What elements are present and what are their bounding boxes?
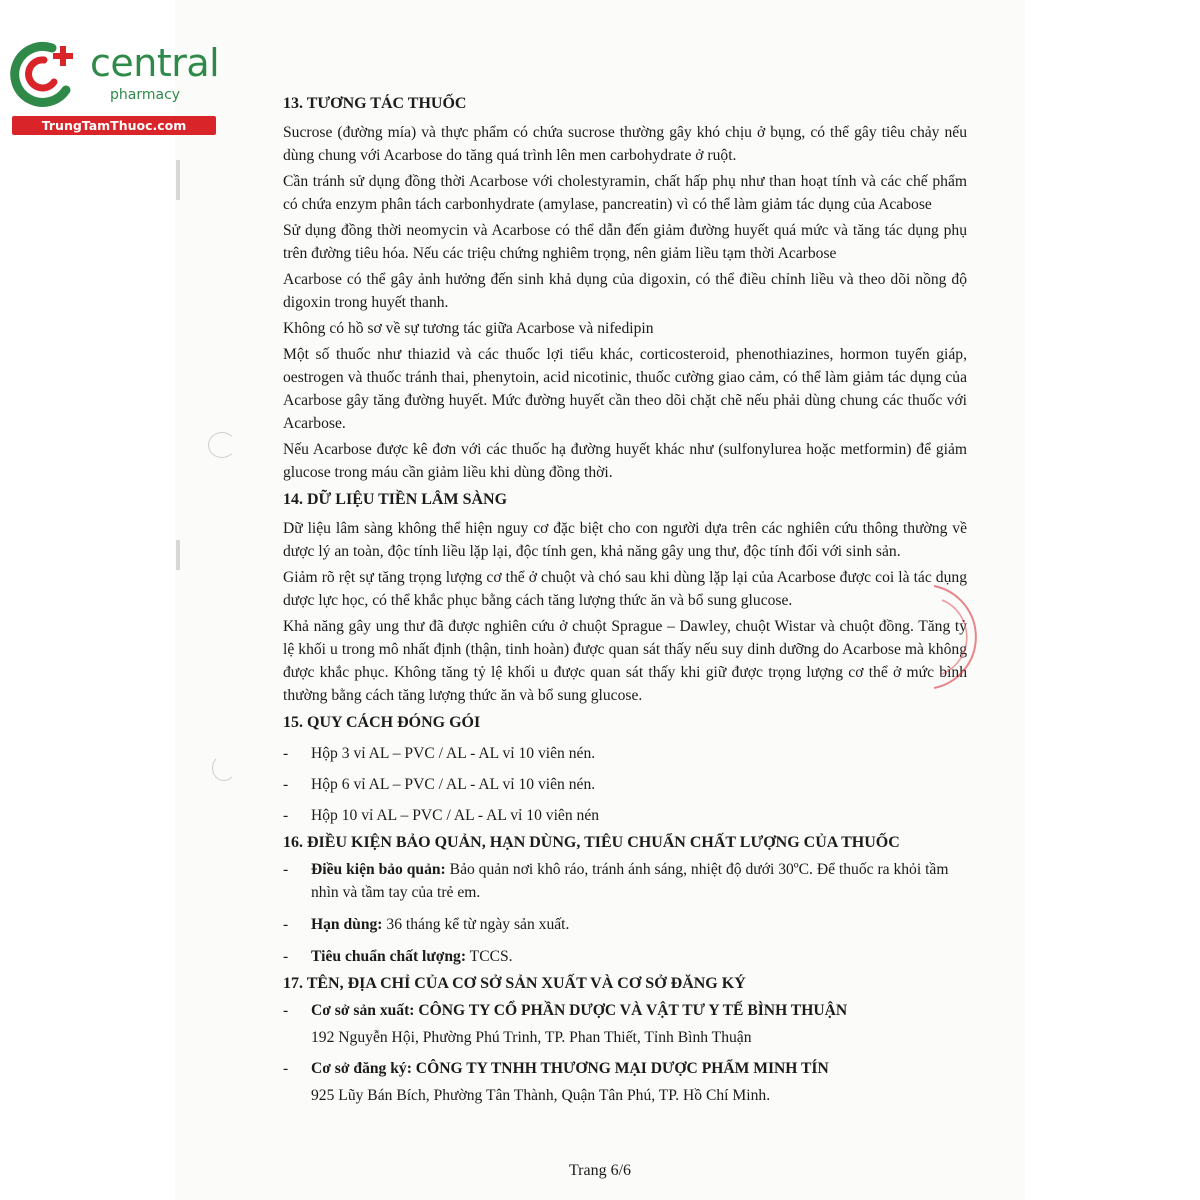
section-17-heading: 17. TÊN, ĐỊA CHỈ CỦA CƠ SỞ SẢN XUẤT VÀ CƠ SỞ ĐĂNG KÝ bbox=[283, 975, 746, 992]
paragraph: Dữ liệu lâm sàng không thể hiện nguy cơ đặc biệt cho con người dựa trên các nghiên cứu thông thường về dược lý an toàn, độc tính liều lặp lại, độc tính gen, khả năng gây ung thư, độc tính đối với sinh sản. bbox=[283, 520, 967, 560]
standard-text: TCCS. bbox=[466, 948, 513, 965]
list-dash: - bbox=[283, 916, 289, 933]
punch-hole-mark bbox=[212, 755, 236, 781]
logo-mark-icon bbox=[8, 38, 86, 108]
standard-label: Tiêu chuẩn chất lượng: bbox=[311, 948, 467, 965]
list-dash: - bbox=[283, 861, 289, 878]
expiry-label: Hạn dùng: bbox=[311, 916, 383, 933]
list-dash: - bbox=[283, 807, 289, 824]
list-dash: - bbox=[283, 776, 289, 793]
official-stamp bbox=[930, 582, 990, 692]
section-16-heading: 16. ĐIỀU KIỆN BẢO QUẢN, HẠN DÙNG, TIÊU CHUẨN CHẤT LƯỢNG CỦA THUỐC bbox=[283, 834, 900, 851]
document-content bbox=[283, 92, 967, 1107]
registrant-name: CÔNG TY TNHH THƯƠNG MẠI DƯỢC PHẨM MINH TÍN bbox=[411, 1060, 829, 1077]
paragraph: Nếu Acarbose được kê đơn với các thuốc hạ đường huyết khác như (sulfonylurea hoặc metformin) để giảm glucose trong máu cần giảm liều khi dùng đồng thời. bbox=[283, 441, 967, 481]
section-15-heading: 15. QUY CÁCH ĐÓNG GÓI bbox=[283, 714, 481, 731]
storage-text: Bảo quản nơi khô ráo, tránh ánh sáng, nhiệt độ dưới 30ºC. Để thuốc ra khỏi tầm nhìn và tầm tay của trẻ em. bbox=[311, 861, 949, 901]
manufacturer-name: CÔNG TY CỔ PHẦN DƯỢC VÀ VẬT TƯ Y TẾ BÌNH THUẬN bbox=[414, 1002, 848, 1019]
list-item bbox=[283, 773, 967, 796]
paragraph: Cần tránh sử dụng đồng thời Acarbose với cholestyramin, chất hấp phụ như than hoạt tính và các chế phẩm có chứa enzym phân tách carbonhydrate (amylase, pancreatin) vì có thể làm giảm tác dụng của Acabose bbox=[283, 173, 967, 213]
package-option: Hộp 10 vỉ AL – PVC / AL - AL vỉ 10 viên nén bbox=[311, 807, 600, 824]
list-dash: - bbox=[283, 948, 289, 965]
manufacturer-label: Cơ sở sản xuất: bbox=[311, 1002, 415, 1019]
paragraph: Một số thuốc như thiazid và các thuốc lợi tiểu khác, corticosteroid, phenothiazines, hormon tuyến giáp, oestrogen và thuốc tránh thai, phenytoin, acid nicotinic, thuốc cường giao cảm, có thể làm giảm tác dụng của Acarbose gây tăng đường huyết. Mức đường huyết cần theo dõi chặt chẽ nếu phải dùng chung các thuốc với Acarbose. bbox=[283, 346, 967, 432]
manufacturer-address: 192 Nguyễn Hội, Phường Phú Trinh, TP. Phan Thiết, Tỉnh Bình Thuận bbox=[311, 1029, 752, 1046]
list-item bbox=[283, 913, 967, 936]
scan-edge-mark bbox=[176, 160, 180, 200]
list-item bbox=[283, 1057, 967, 1080]
section-13-heading: 13. TƯƠNG TÁC THUỐC bbox=[283, 95, 467, 112]
registrant-address: 925 Lũy Bán Bích, Phường Tân Thành, Quận Tân Phú, TP. Hồ Chí Minh. bbox=[311, 1087, 771, 1104]
list-dash: - bbox=[283, 745, 289, 762]
section-14-heading: 14. DỮ LIỆU TIỀN LÂM SÀNG bbox=[283, 491, 508, 508]
central-pharmacy-logo[interactable] bbox=[8, 38, 218, 138]
list-item bbox=[283, 945, 967, 968]
punch-hole-mark bbox=[208, 432, 236, 458]
logo-url-badge[interactable]: TrungTamThuoc.com bbox=[12, 116, 216, 135]
list-item bbox=[283, 999, 967, 1022]
storage-label: Điều kiện bảo quản: bbox=[311, 861, 446, 878]
registrant-label: Cơ sở đăng ký: bbox=[311, 1060, 412, 1077]
logo-subtitle: pharmacy bbox=[110, 87, 181, 103]
expiry-text: 36 tháng kể từ ngày sản xuất. bbox=[382, 916, 570, 933]
list-item bbox=[283, 804, 967, 827]
paragraph: Sucrose (đường mía) và thực phẩm có chứa sucrose thường gây khó chịu ở bụng, có thể gây tiêu chảy nếu dùng chung với Acarbose do tăng quá trình lên men carbohydrate ở ruột. bbox=[283, 124, 967, 164]
paragraph: Acarbose có thể gây ảnh hưởng đến sinh khả dụng của digoxin, có thể điều chỉnh liều và theo dõi nồng độ digoxin trong huyết thanh. bbox=[283, 271, 967, 311]
paragraph: Giảm rõ rệt sự tăng trọng lượng cơ thể ở chuột và chó sau khi dùng lặp lại của Acarbose được coi là tác dụng dược lực học, có thể khắc phục bằng cách tăng lượng thức ăn và bổ sung glucose. bbox=[283, 569, 967, 609]
list-item bbox=[283, 858, 967, 904]
scan-edge-mark bbox=[176, 540, 180, 570]
logo-name: central bbox=[90, 41, 220, 85]
page-number: Trang 6/6 bbox=[568, 1162, 632, 1179]
package-option: Hộp 6 vỉ AL – PVC / AL - AL vỉ 10 viên nén. bbox=[311, 776, 596, 793]
list-dash: - bbox=[283, 1060, 289, 1077]
list-dash: - bbox=[283, 1002, 289, 1019]
paragraph: Sử dụng đồng thời neomycin và Acarbose có thể dẫn đến giảm đường huyết quá mức và tăng tác dụng phụ trên đường tiêu hóa. Nếu các triệu chứng nghiêm trọng, nên giảm liều tạm thời Acarbose bbox=[283, 222, 967, 262]
package-option: Hộp 3 vỉ AL – PVC / AL - AL vỉ 10 viên nén. bbox=[311, 745, 596, 762]
paragraph: Khả năng gây ung thư đã được nghiên cứu ở chuột Sprague – Dawley, chuột Wistar và chuột đồng. Tăng tỷ lệ khối u trong mô nhất định (thận, tinh hoàn) được quan sát thấy nếu suy dinh dưỡng do Acarbose mà không được khắc phục. Không tăng tỷ lệ khối u được quan sát thấy khi giữ được trọng lượng cơ thể ở mức bình thường bằng cách tăng lượng thức ăn và bổ sung glucose. bbox=[283, 618, 967, 704]
paragraph: Không có hồ sơ về sự tương tác giữa Acarbose và nifedipin bbox=[283, 320, 654, 337]
list-item bbox=[283, 742, 967, 765]
